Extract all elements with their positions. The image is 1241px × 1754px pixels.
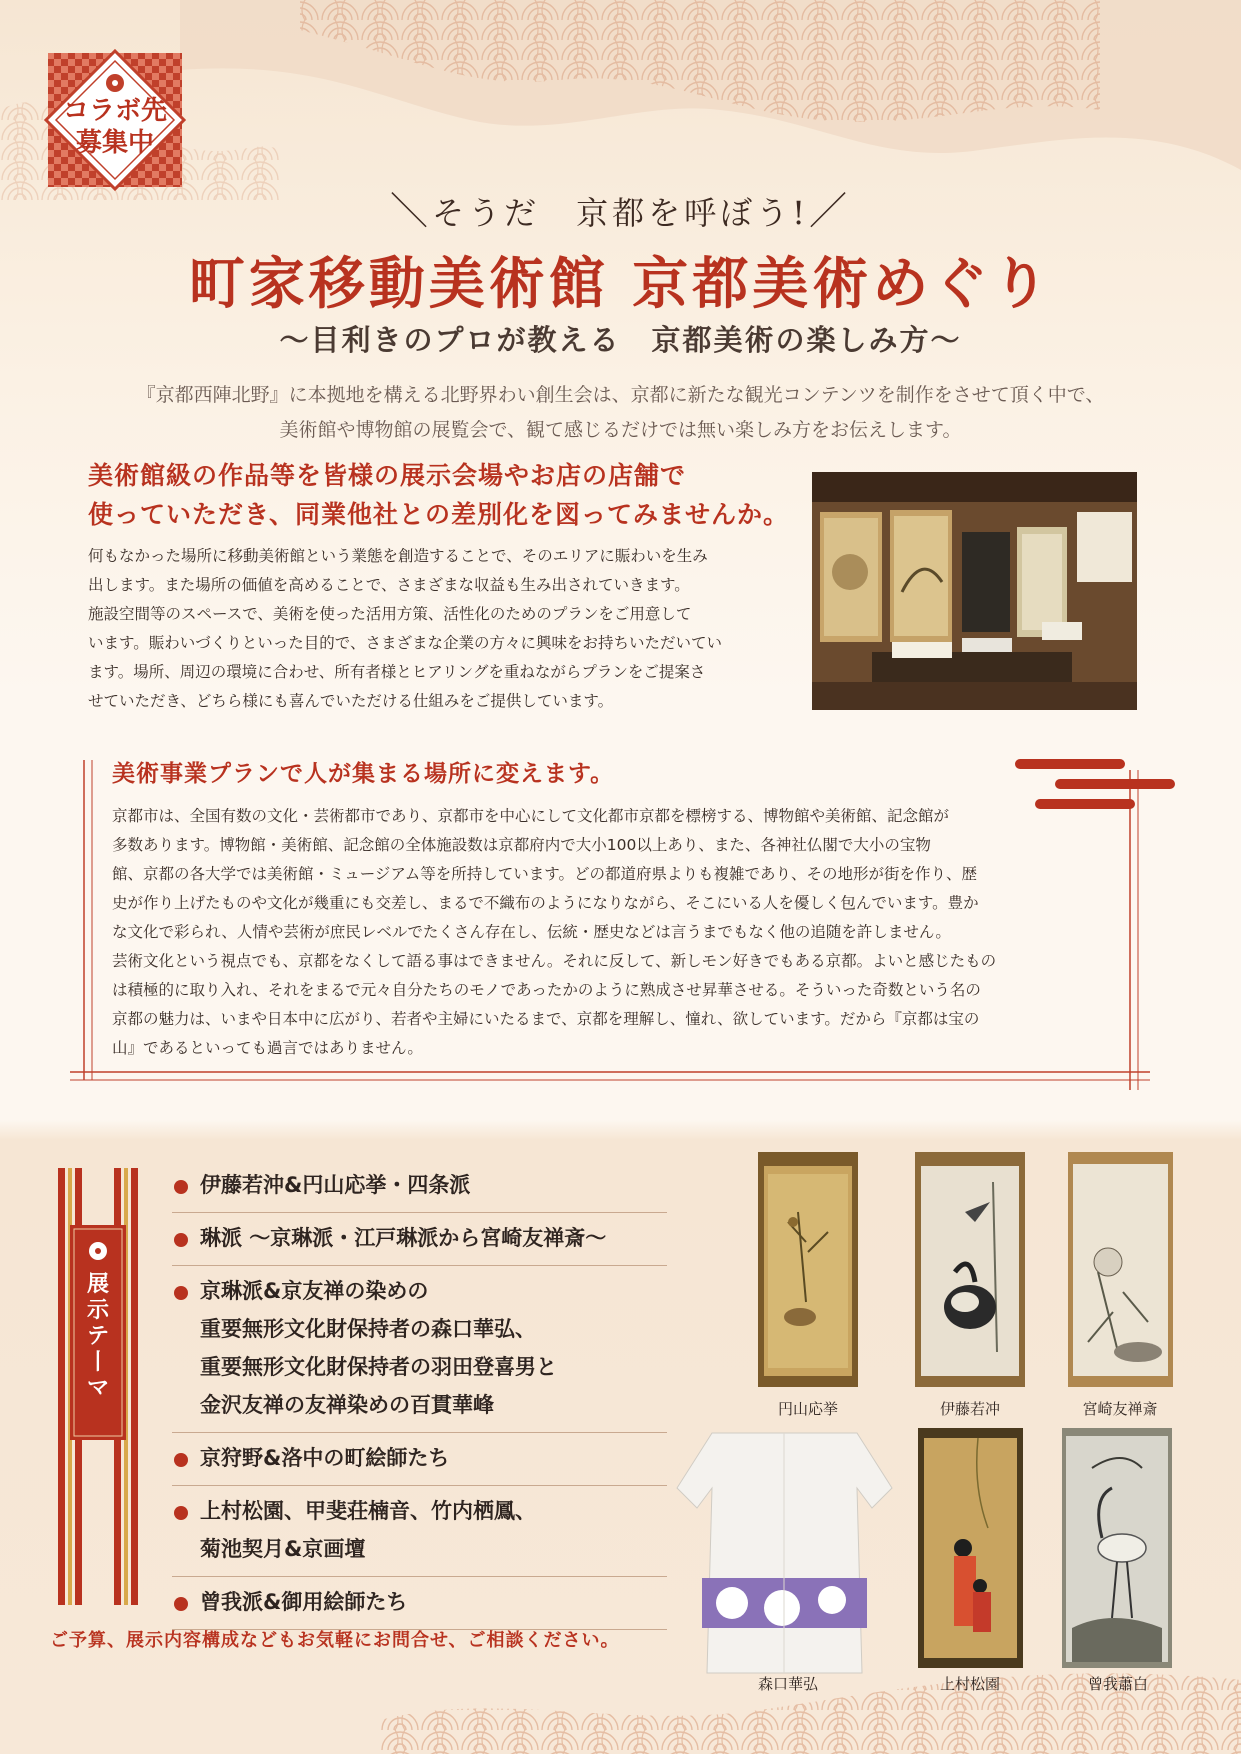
intro-text [40, 378, 1201, 448]
theme-line: 金沢友禅の友禅染めの百貫華峰 [200, 1393, 494, 1417]
theme-line: 京琳派&京友禅の染めの [200, 1279, 429, 1303]
section1-body-line: ます。場所、周辺の環境に合わせ、所有者様とヒアリングを重ねながらプランをご提案さ [88, 663, 706, 681]
contact-call-to-action: ご予算、展示内容構成などもお気軽にお問合せ、ご相談ください。 [50, 1630, 620, 1651]
theme-item [172, 1160, 667, 1213]
theme-line: 上村松園、甲斐荘楠音、竹内栖鳳、 [200, 1499, 536, 1523]
section2-heading: 美術事業プランで人が集まる場所に変えます。 [112, 761, 615, 787]
artwork-caption: 曾我蕭白 [1087, 1675, 1148, 1693]
section1-heading-line: 使っていただき、同業他社との差別化を図ってみませんか。 [88, 500, 790, 529]
badge-line2: 募集中 [75, 128, 154, 158]
bullet-icon [174, 1233, 188, 1247]
themes-label-char: 展 [86, 1272, 109, 1297]
themes-label-char: マ [86, 1376, 109, 1401]
bullet-icon [174, 1506, 188, 1520]
intro-line: 『京都西陣北野』に本拠地を構える北野界わい創生会は、京都に新たな観光コンテンツを制作をさせて頂く中で、 [136, 384, 1105, 406]
theme-item [172, 1213, 667, 1266]
theme-line: 菊池契月&京画壇 [200, 1537, 366, 1561]
artwork-caption: 宮崎友禅斎 [1082, 1400, 1158, 1418]
themes-label [70, 1272, 126, 1402]
section2-body-line: 史が作り上げたものや文化が幾重にも交差し、まるで不織布のようになりながら、そこにいる人を優しく包んでいます。豊か [112, 894, 979, 912]
section1-heading-line: 美術館級の作品等を皆様の展示会場やお店の店舗で [88, 461, 687, 490]
section1-body [88, 542, 800, 716]
artwork-caption: 円山応挙 [777, 1400, 838, 1418]
theme-line: 京狩野&洛中の町絵師たち [200, 1446, 450, 1470]
section2-body-line: な文化で彩られ、人情や芸術が庶民レベルでたくさん存在し、伝統・歴史などは言うまでもなく他の追随を許しません。 [112, 923, 951, 941]
section2-body [112, 802, 1087, 1063]
artwork-miyazaki-yuzensai [1068, 1152, 1173, 1387]
section2-body-line: 山』であるといっても過言ではありません。 [112, 1039, 423, 1057]
theme-line: 重要無形文化財保持者の羽田登喜男と [200, 1355, 557, 1379]
section2-body-line: 多数あります。博物館・美術館、記念館の全体施設数は京都府内で大小100以上あり、また、各神社仏閣で大小の宝物 [112, 836, 931, 854]
artwork-caption: 伊藤若冲 [939, 1400, 1000, 1418]
section1-heading [88, 456, 818, 534]
artwork-moriguchi-kako-kimono [672, 1428, 897, 1678]
theme-list [172, 1160, 667, 1630]
section2-body-line: 芸術文化という視点でも、京都をなくして語る事はできません。それに反して、新しモン好きでもある京都。よいと感じたもの [112, 952, 997, 970]
theme-line: 琳派 ～京琳派・江戸琳派から宮崎友禅斎～ [200, 1226, 607, 1250]
themes-label-char: 示 [86, 1298, 109, 1323]
bullet-icon [174, 1180, 188, 1194]
section1-body-line: 何もなかった場所に移動美術館という業態を創造することで、そのエリアに賑わいを生み [88, 547, 708, 565]
intro-line: 美術館や博物館の展覧会で、観て感じるだけでは無い楽しみ方をお伝えします。 [279, 419, 962, 441]
artwork-caption: 森口華弘 [757, 1675, 818, 1693]
artwork-soga-shohaku [1062, 1428, 1172, 1668]
gallery-room-photo [812, 472, 1137, 710]
tagline: ＼そうだ 京都を呼ぼう!／ [390, 189, 851, 233]
section1-body-line: 施設空間等のスペースで、美術を使った活用方策、活性化のためのプランをご用意して [88, 605, 692, 623]
theme-item [172, 1577, 667, 1630]
badge-line1: コラボ先 [62, 96, 167, 126]
section2-body-line: 京都市は、全国有数の文化・芸術都市であり、京都市を中心にして文化都市京都を標榜する、博物館や美術館、記念館が [112, 807, 950, 825]
theme-line: 重要無形文化財保持者の森口華弘、 [200, 1317, 536, 1341]
theme-line: 伊藤若沖&円山応挙・四条派 [200, 1173, 471, 1197]
artwork-caption: 上村松園 [939, 1675, 1000, 1693]
artwork-ito-jakuchu [915, 1152, 1025, 1387]
tagline-text: そうだ 京都を呼ぼう! [432, 194, 809, 232]
section2-body-line: 館、京都の各大学では美術館・ミュージアム等を所持しています。どの都道府県よりも複雑であり、その地形が街を作り、歴 [112, 865, 978, 883]
theme-item [172, 1433, 667, 1486]
theme-item [172, 1266, 667, 1433]
page-title: 町家移動美術館 京都美術めぐり [188, 251, 1053, 317]
artwork-maruyama-okyo [758, 1152, 858, 1387]
bullet-icon [174, 1597, 188, 1611]
page-subtitle: 〜目利きのプロが教える 京都美術の楽しみ方〜 [279, 323, 962, 357]
bullet-icon [174, 1453, 188, 1467]
badge-text [40, 95, 190, 159]
section1-body-line: 出します。また場所の価値を高めることで、さまざまな収益も生み出されていきます。 [88, 576, 690, 594]
theme-line: 曾我派&御用絵師たち [200, 1590, 408, 1614]
section2-body-line: 京都の魅力は、いまや日本中に広がり、若者や主婦にいたるまで、京都を理解し、憧れ、欲しています。だから『京都は宝の [112, 1010, 980, 1028]
section1-body-line: せていただき、どちら様にも喜んでいただける仕組みをご提供しています。 [88, 692, 614, 710]
collab-badge [40, 45, 190, 195]
themes-label-char: 丨 [86, 1350, 109, 1375]
bullet-icon [174, 1286, 188, 1300]
section1-body-line: います。賑わいづくりといった目的で、さまざまな企業の方々に興味をお持ちいただいてい [88, 634, 722, 652]
themes-label-char: テ [86, 1324, 109, 1349]
theme-item [172, 1486, 667, 1577]
artwork-uemura-shoen [918, 1428, 1023, 1668]
section2-body-line: は積極的に取り入れ、それをまるで元々自分たちのモノであったかのように熟成させ昇華させる。そういった奇数という名の [112, 981, 981, 999]
